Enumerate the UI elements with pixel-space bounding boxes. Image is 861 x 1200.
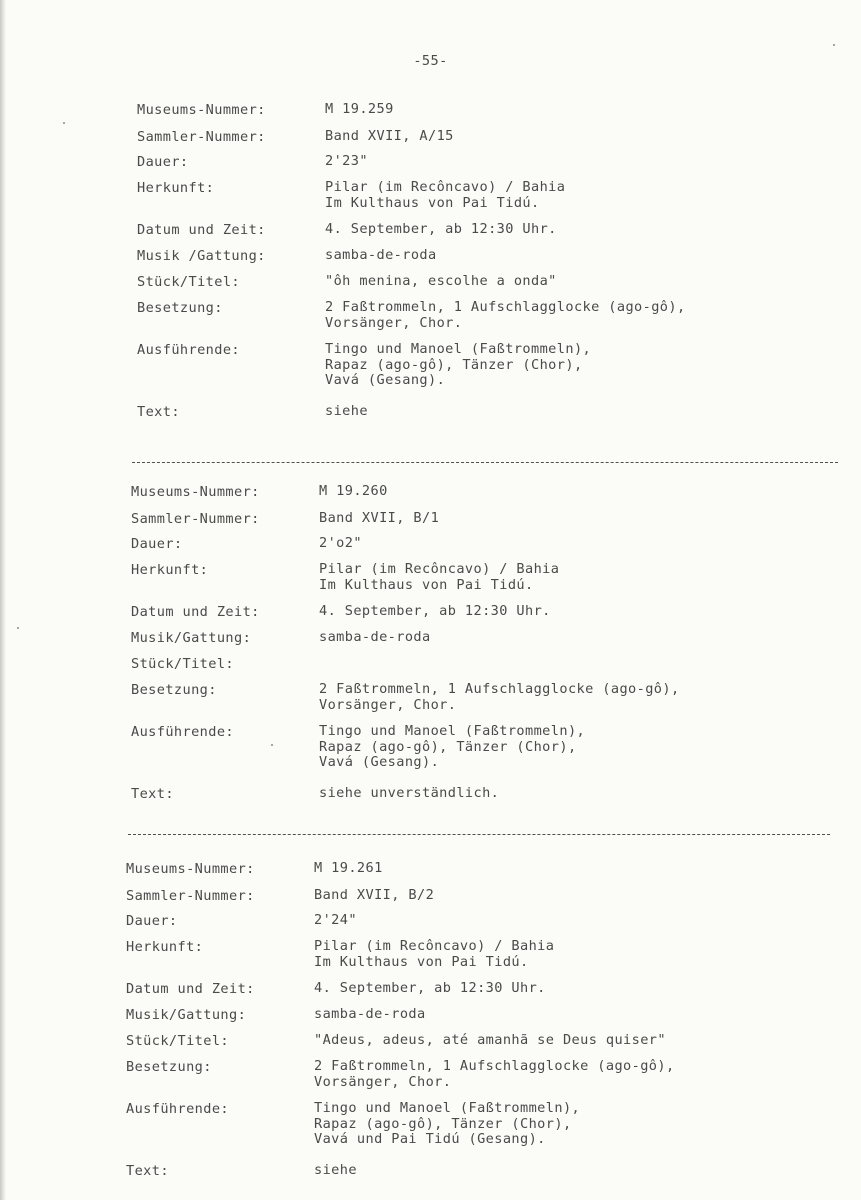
field-label: Herkunft: <box>131 562 209 578</box>
field-value-line: 4. September, ab 12:30 Uhr. <box>314 980 546 996</box>
field-label: Sammler-Nummer: <box>137 129 266 145</box>
field-value-line: M 19.259 <box>325 101 394 117</box>
field-value-line: Tingo und Manoel (Faßtrommeln), <box>319 723 586 739</box>
field-value-line: Im Kulthaus von Pai Tidú. <box>319 576 534 593</box>
field-value <box>314 861 383 877</box>
field-value-line: Pilar (im Recôncavo) / Bahia <box>314 938 555 954</box>
field-label: Stück/Titel: <box>126 1033 230 1049</box>
field-value <box>314 1033 666 1049</box>
field-value <box>319 682 680 713</box>
field-value-line: 2'o2" <box>319 535 362 551</box>
field-value-line: Pilar (im Recôncavo) / Bahia <box>325 179 566 195</box>
field-value <box>314 981 546 997</box>
field-label: Datum und Zeit: <box>126 981 255 997</box>
field-label: Besetzung: <box>137 300 223 316</box>
field-value <box>314 939 554 970</box>
field-value <box>319 630 431 646</box>
field-value <box>319 604 551 620</box>
field-value-line: samba-de-roda <box>319 629 431 645</box>
field-value <box>325 274 557 290</box>
field-value <box>314 913 357 929</box>
scan-speck <box>833 44 835 46</box>
field-value-line: Band XVII, B/1 <box>319 510 440 526</box>
field-label: Musik /Gattung: <box>137 248 266 264</box>
field-value-line: Band XVII, A/15 <box>325 128 454 144</box>
field-label: Besetzung: <box>126 1059 212 1075</box>
field-value-line: Vorsänger, Chor. <box>314 1073 452 1090</box>
field-value-line: Tingo und Manoel (Faßtrommeln), <box>325 341 592 357</box>
field-value <box>325 180 565 211</box>
field-label: Text: <box>137 404 180 420</box>
field-label: Sammler-Nummer: <box>131 511 260 527</box>
field-value-line: 2 Faßtrommeln, 1 Aufschlagglocke (ago-gô), <box>319 681 680 697</box>
field-value-line: "Adeus, adeus, até amanhã se Deus quiser" <box>314 1032 666 1048</box>
field-label: Museums-Nummer: <box>126 861 255 877</box>
field-value-line: Vorsänger, Chor. <box>325 314 463 331</box>
field-value-line: 2'24" <box>314 912 357 928</box>
field-value <box>314 1163 357 1179</box>
field-value <box>319 484 388 500</box>
field-label: Herkunft: <box>126 939 204 955</box>
field-label: Ausführende: <box>131 724 235 740</box>
field-value-line: Pilar (im Recôncavo) / Bahia <box>319 561 560 577</box>
field-value-line: 4. September, ab 12:30 Uhr. <box>325 221 557 237</box>
field-value-line: Band XVII, B/2 <box>314 887 435 903</box>
field-label: Musik/Gattung: <box>131 630 252 646</box>
field-label: Datum und Zeit: <box>137 222 266 238</box>
field-label: Dauer: <box>126 913 178 929</box>
field-value-line: 2 Faßtrommeln, 1 Aufschlagglocke (ago-gô), <box>314 1058 675 1074</box>
field-value-line: 4. September, ab 12:30 Uhr. <box>319 603 551 619</box>
field-label: Dauer: <box>137 154 189 170</box>
field-value-line: Vavá und Pai Tidú (Gesang). <box>314 1131 546 1147</box>
field-value <box>325 404 368 420</box>
separator-line-2 <box>128 834 830 835</box>
field-value-line: Vorsänger, Chor. <box>319 696 457 713</box>
field-value <box>319 536 362 552</box>
field-value <box>325 222 557 238</box>
field-value <box>325 129 454 145</box>
field-value-line: Rapaz (ago-gô), Tänzer (Chor), <box>319 738 577 755</box>
field-value <box>314 1007 426 1023</box>
field-label: Text: <box>131 786 174 802</box>
field-value <box>319 562 559 593</box>
scan-speck <box>63 122 65 124</box>
field-label: Ausführende: <box>137 342 241 358</box>
field-value-line: samba-de-roda <box>314 1006 426 1022</box>
scan-speck <box>271 744 273 746</box>
field-value-line: Rapaz (ago-gô), Tänzer (Chor), <box>314 1115 572 1132</box>
field-value-line: siehe <box>325 403 368 419</box>
field-value-line: Im Kulthaus von Pai Tidú. <box>325 194 540 211</box>
field-value <box>325 300 686 331</box>
field-value <box>319 786 499 802</box>
field-value-line: Tingo und Manoel (Faßtrommeln), <box>314 1100 581 1116</box>
field-value <box>314 1059 675 1090</box>
field-label: Stück/Titel: <box>131 656 235 672</box>
field-value-line: M 19.261 <box>314 860 383 876</box>
field-value <box>325 248 437 264</box>
field-label: Besetzung: <box>131 682 217 698</box>
field-label: Datum und Zeit: <box>131 604 260 620</box>
field-value <box>319 724 585 771</box>
field-value-line: samba-de-roda <box>325 247 437 263</box>
scan-speck <box>17 627 19 629</box>
page-number: -55- <box>413 53 448 69</box>
scan-edge-shadow <box>0 0 6 1200</box>
field-value-line: 2 Faßtrommeln, 1 Aufschlagglocke (ago-gô), <box>325 299 686 315</box>
field-label: Text: <box>126 1163 169 1179</box>
field-value-line: Rapaz (ago-gô), Tänzer (Chor), <box>325 356 583 373</box>
field-label: Ausführende: <box>126 1101 230 1117</box>
field-label: Dauer: <box>131 536 183 552</box>
field-value-line: Vavá (Gesang). <box>325 372 446 388</box>
field-value-line: M 19.260 <box>319 483 388 499</box>
field-value-line: 2'23" <box>325 153 368 169</box>
field-label: Herkunft: <box>137 180 215 196</box>
field-value-line: Vavá (Gesang). <box>319 754 440 770</box>
field-value <box>314 1101 580 1148</box>
separator-line-1 <box>132 462 838 463</box>
field-label: Stück/Titel: <box>137 274 241 290</box>
field-label: Sammler-Nummer: <box>126 888 255 904</box>
field-value <box>325 342 591 389</box>
field-value <box>325 102 394 118</box>
field-value-line: Im Kulthaus von Pai Tidú. <box>314 953 529 970</box>
field-value <box>325 154 368 170</box>
field-label: Musik/Gattung: <box>126 1007 247 1023</box>
field-value <box>319 511 439 527</box>
field-value-line: "ôh menina, escolhe a onda" <box>325 273 557 289</box>
field-label: Museums-Nummer: <box>131 484 260 500</box>
field-value-line: siehe <box>314 1162 357 1178</box>
field-value-line: siehe unverständlich. <box>319 785 500 801</box>
field-label: Museums-Nummer: <box>137 102 266 118</box>
field-value <box>314 888 434 904</box>
